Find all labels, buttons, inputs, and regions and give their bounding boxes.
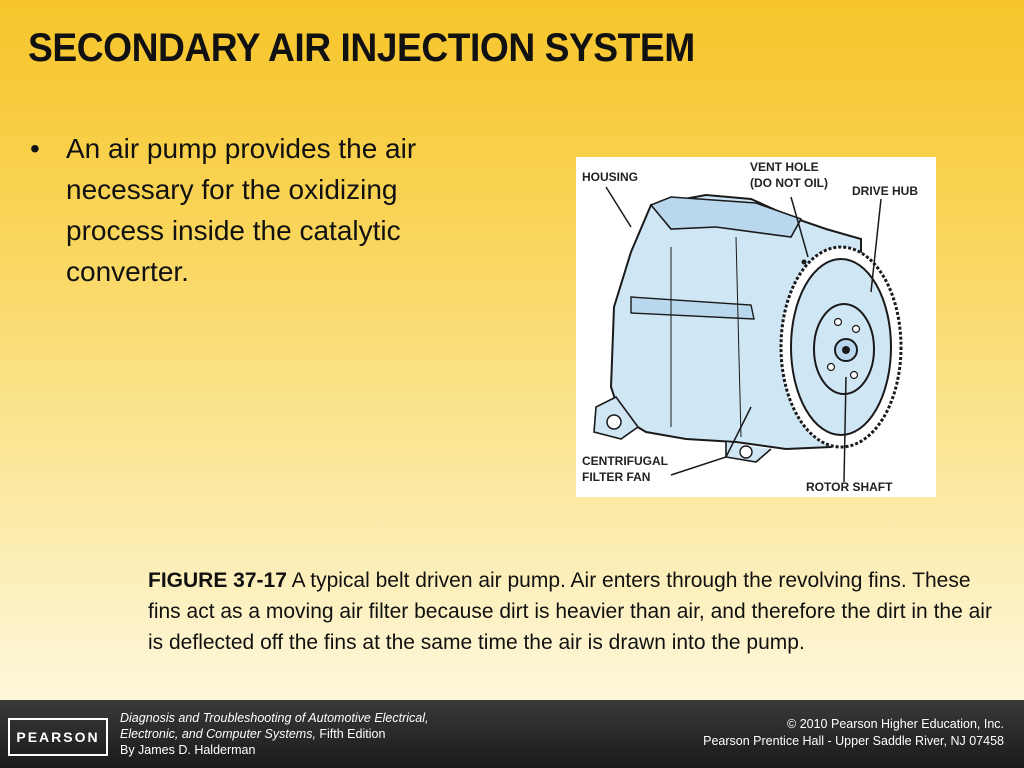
figure-caption — [148, 565, 998, 658]
bullet-text: An air pump provides the air necessary for the oxidizing process inside the catalytic converter. — [66, 133, 417, 287]
book-title-line1: Diagnosis and Troubleshooting of Automotive Electrical, — [120, 711, 429, 725]
footer-bar — [0, 700, 1024, 768]
air-pump-illustration — [576, 157, 936, 497]
mount-hole-left — [607, 415, 621, 429]
copyright-text: © 2010 Pearson Higher Education, Inc. — [787, 717, 1004, 731]
bullet-dot: • — [30, 133, 40, 164]
caption-text: A typical belt driven air pump. Air enters through the revolving fins. These fins act as a moving air filter because dirt is heavier than air, and therefore the dirt in the air is deflected off the fins at the same time the air is drawn into the pump. — [148, 569, 992, 654]
pearson-logo: PEARSON — [8, 718, 108, 756]
figure-number: FIGURE 37-17 — [148, 569, 287, 592]
book-author: By James D. Halderman — [120, 743, 256, 757]
copyright-block — [703, 716, 1004, 750]
label-rotor-shaft: ROTOR SHAFT — [806, 480, 893, 494]
label-vent-hole: VENT HOLE — [750, 160, 819, 174]
publisher-text: Pearson Prentice Hall - Upper Saddle River, NJ 07458 — [703, 734, 1004, 748]
label-filter-fan: FILTER FAN — [582, 470, 651, 484]
rotor-shaft — [842, 346, 850, 354]
slide-title: SECONDARY AIR INJECTION SYSTEM — [28, 26, 695, 70]
bullet-item — [28, 128, 498, 292]
label-housing: HOUSING — [582, 170, 639, 184]
label-drive-hub: DRIVE HUB — [852, 184, 919, 198]
book-info — [120, 710, 429, 758]
vent-hole-dot — [802, 260, 807, 265]
centrifugal-filter-fan — [781, 247, 901, 447]
air-pump-figure — [576, 157, 936, 497]
label-do-not-oil: (DO NOT OIL) — [750, 176, 828, 190]
book-edition: Fifth Edition — [315, 727, 386, 741]
label-centrifugal: CENTRIFUGAL — [582, 454, 668, 468]
mount-hole-bottom — [740, 446, 752, 458]
bullet-list — [28, 128, 498, 292]
book-title-line2: Electronic, and Computer Systems, — [120, 727, 316, 741]
